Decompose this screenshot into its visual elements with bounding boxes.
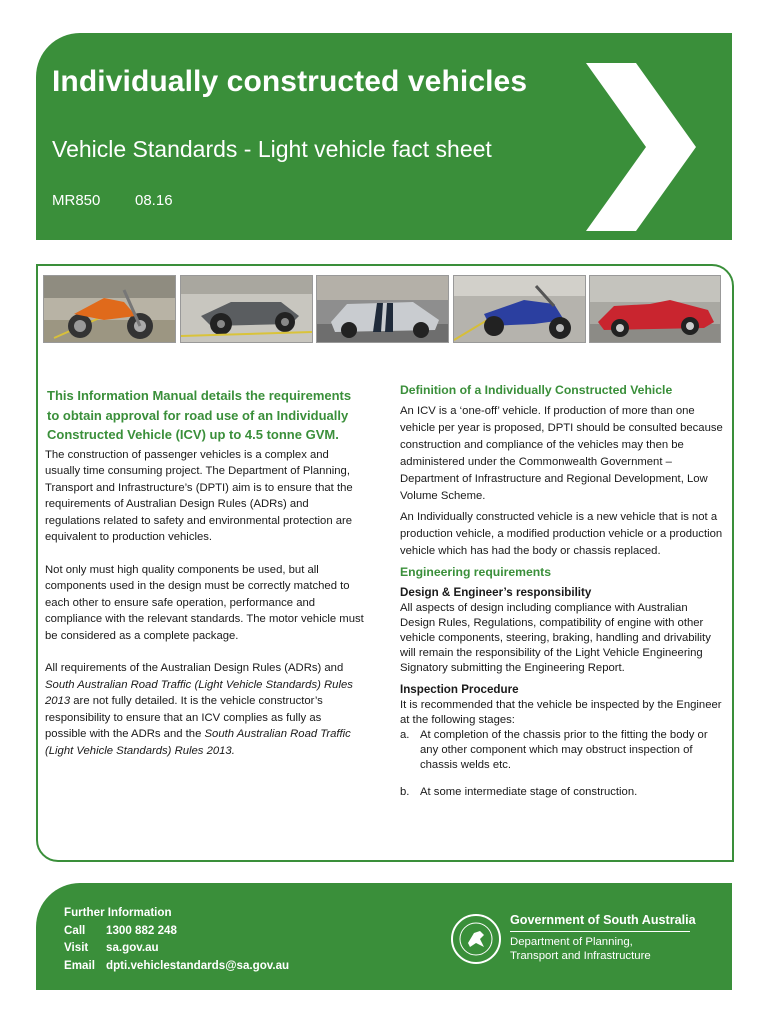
website-link[interactable]: sa.gov.au <box>106 941 159 954</box>
definition-paragraph-2: An Individually constructed vehicle is a new vehicle that is not a production vehicle, a modified production vehicle or a production vehicle which has had the body or chassis replaced. <box>400 511 723 557</box>
paragraph-construction: The construction of passenger vehicles is a complex and usually time consuming project. The Department of Planning, Transport and Infrastructure’s (DPTI) aim is to ensure that the requirements of Australian Design Rules (ADRs) and regulations related to safety and environmental protection are equivalent to production vehicles. <box>45 448 353 543</box>
requirements-text-a: All requirements of the Australian Design Rules (ADRs) and <box>45 662 344 674</box>
intro-statement: This Information Manual details the requirements to obtain approval for road use of an Individually Constructed Vehicle (ICV) up to 4.5 tonne GVM. <box>47 388 352 442</box>
footer-banner <box>36 883 732 990</box>
orange-chopper-motorcycle-photo <box>43 275 176 343</box>
chevron-icon <box>586 63 696 231</box>
page-title: Individually constructed vehicles <box>52 65 528 98</box>
right-column <box>400 382 724 800</box>
call-row <box>64 922 289 940</box>
email-link[interactable]: dpti.vehiclestandards@sa.gov.au <box>106 958 290 972</box>
paragraph-requirements <box>45 660 365 759</box>
rules-citation-1: South Australian Road Traffic (Light Vehicle Standards) Rules 2013 <box>45 678 353 707</box>
logo-divider <box>510 931 690 932</box>
further-info-heading: Further Information <box>64 906 172 919</box>
design-heading: Design & Engineer’s responsibility <box>400 586 592 599</box>
page-subtitle: Vehicle Standards - Light vehicle fact sheet <box>52 136 492 162</box>
definition-heading: Definition of a Individually Constructed Vehicle <box>400 383 673 397</box>
silver-striped-sports-car-photo <box>316 275 449 343</box>
design-paragraph: All aspects of design including compliance with Australian Design Rules, Regulations, compatibility of engine with other vehicle components, steering, braking, handling and drivability will remain the responsibility of the Light Vehicle Engineering Signatory submitting the Engineering Report. <box>400 602 711 674</box>
document-date: 08.16 <box>135 192 173 209</box>
inspection-stage-b: At some intermediate stage of construction. <box>420 786 638 798</box>
requirements-text-c: are not fully detailed. It is the vehicle constructor’s responsibility to ensure that an ICV complies as fully as possible with the ADRs and the <box>45 695 323 740</box>
paragraph-components: Not only must high quality components be used, but all components used in the design must be correctly matched to each other to ensure safe operation, performance and compliance with the relevant standards. The motor vehicle must be considered as a complete package. <box>45 563 364 642</box>
government-name: Government of South Australia <box>510 913 696 927</box>
inspection-paragraph: It is recommended that the vehicle be inspected by the Engineer at the following stages: <box>400 699 722 726</box>
list-marker-b: b. <box>400 786 410 798</box>
vehicle-photo-strip <box>43 275 719 341</box>
grey-kit-car-photo <box>180 275 313 343</box>
inspection-heading: Inspection Procedure <box>400 683 519 696</box>
rules-citation-2: South Australian Road Traffic (Light Vehicle Standards) Rules 2013. <box>45 728 351 757</box>
call-label: Call <box>64 923 86 937</box>
list-marker-a: a. <box>400 729 410 741</box>
list-item <box>400 728 724 773</box>
definition-paragraph-1: An ICV is a ‘one-off’ vehicle. If production of more than one vehicle per year is proposed, DPTI should be consulted because construction and compliance of the vehicles may then be administered under the Commonwealth Government – Department of Infrastructure and Regional Development, Low Volume Scheme. <box>400 405 723 502</box>
left-column <box>45 386 365 775</box>
red-cobra-replica-photo <box>589 275 721 343</box>
department-line-2: Transport and Infrastructure <box>510 950 651 962</box>
list-item <box>400 785 724 800</box>
header-banner <box>36 33 732 240</box>
department-line-1: Department of Planning, <box>510 936 633 948</box>
email-row <box>64 957 289 975</box>
contact-info <box>64 904 289 974</box>
visit-label: Visit <box>64 941 89 954</box>
document-code: MR850 <box>52 192 101 209</box>
inspection-stage-a: At completion of the chassis prior to the fitting the body or any other component which may obstruct inspection of chassis welds etc. <box>420 729 708 771</box>
government-logo <box>450 909 720 979</box>
email-label: Email <box>64 958 95 972</box>
phone-number[interactable]: 1300 882 248 <box>106 923 177 937</box>
piping-shrike-crest-icon <box>450 913 502 965</box>
blue-trike-photo <box>453 275 586 343</box>
engineering-heading: Engineering requirements <box>400 565 552 579</box>
visit-row <box>64 939 289 957</box>
